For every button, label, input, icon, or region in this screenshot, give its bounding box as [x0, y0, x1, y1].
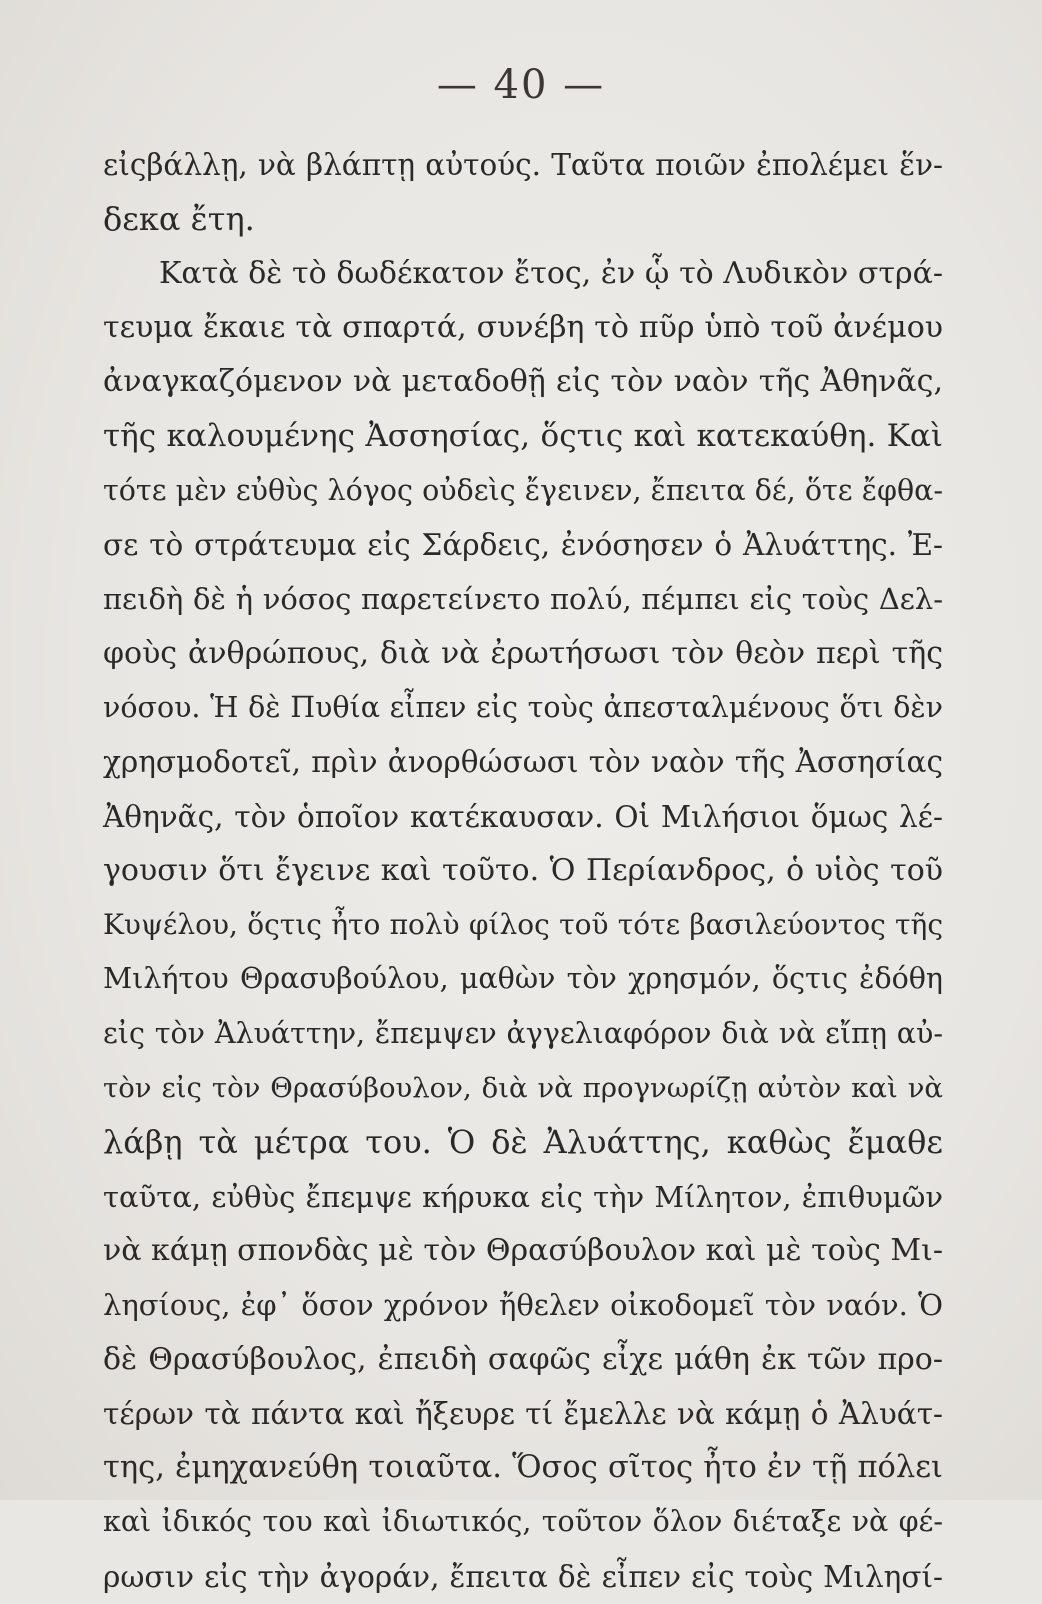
text-line: δὲ Θρασύβουλος, ἐπειδὴ σαφῶς εἶχε μάθη ἐκ τῶν προ- — [103, 1341, 943, 1377]
text-line: λησίους, ἐφ᾿ ὅσον χρόνον ἤθελεν οἰκοδομεῖ τὸν ναόν. Ὁ — [103, 1288, 943, 1323]
text-line: Μιλήτου Θρασυβούλου, μαθὼν τὸν χρησμόν, ὅςτις ἐδόθη — [103, 962, 943, 996]
text-line: εἰςβάλλῃ, νὰ βλάπτῃ αὐτούς. Ταῦτα ποιῶν ἐπολέμει ἕν- — [103, 148, 943, 182]
text-line: γουσιν ὅτι ἔγεινε καὶ τοῦτο. Ὁ Περίανδρος, ὁ υἱὸς τοῦ — [103, 852, 943, 888]
text-line: εἰς τὸν Ἀλυάττην, ἔπεμψεν ἀγγελιαφόρον διὰ νὰ εἴπῃ αὐ- — [103, 1016, 943, 1050]
body-text — [103, 138, 943, 1604]
text-line: Ἀθηνᾶς, τὸν ὁποῖον κατέκαυσαν. Οἱ Μιλήσιοι ὅμως λέ- — [103, 799, 943, 834]
text-line: Κατὰ δὲ τὸ δωδέκατον ἔτος, ἐν ᾧ τὸ Λυδικὸν στρά- — [159, 255, 943, 291]
page-number: — 40 — — [436, 62, 606, 108]
text-line: νὰ κάμῃ σπονδὰς μὲ τὸν Θρασύβουλον καὶ μὲ τοὺς Μι- — [103, 1232, 943, 1268]
text-line: ἀναγκαζόμενον νὰ μεταδοθῇ εἰς τὸν ναὸν τῆς Ἀθηνᾶς, — [103, 364, 943, 400]
text-line: νόσου. Ἡ δὲ Πυθία εἶπεν εἰς τοὺς ἀπεσταλμένους ὅτι δὲν — [103, 690, 943, 724]
text-line: πειδὴ δὲ ἡ νόσος παρετείνετο πολύ, πέμπει εἰς τοὺς Δελ- — [103, 582, 943, 617]
text-line: ταῦτα, εὐθὺς ἔπεμψε κήρυκα εἰς τὴν Μίλητον, ἐπιθυμῶν — [103, 1179, 943, 1214]
text-line: σε τὸ στράτευμα εἰς Σάρδεις, ἐνόσησεν ὁ Ἀλυάττης. Ἐ- — [103, 528, 943, 563]
text-line: της, ἐμηχανεύθη τοιαῦτα. Ὅσος σῖτος ἦτο ἐν τῇ πόλει — [103, 1450, 943, 1486]
text-line: φοὺς ἀνθρώπους, διὰ νὰ ἐρωτήσωσι τὸν θεὸν περὶ τῆς — [103, 635, 943, 671]
text-line: λάβῃ τὰ μέτρα του. Ὁ δὲ Ἀλυάττης, καθὼς ἔμαθε — [103, 1123, 943, 1162]
text-line: χρησμοδοτεῖ, πρὶν ἀνορθώσωσι τὸν ναὸν τῆς Ἀσσησίας — [103, 745, 943, 780]
text-line: τὸν εἰς τὸν Θρασύβουλον, διὰ νὰ προγνωρίζῃ αὐτὸν καὶ νὰ — [103, 1072, 943, 1105]
text-line: καὶ ἰδικός του καὶ ἰδιωτικός, τοῦτον ὅλον διέταξε νὰ φέ- — [103, 1505, 943, 1539]
text-line: τευμα ἔκαιε τὰ σπαρτά, συνέβη τὸ πῦρ ὑπὸ τοῦ ἀνέμου — [103, 309, 943, 345]
text-line: Κυψέλου, ὅςτις ἦτο πολὺ φίλος τοῦ τότε βασιλεύοντος τῆς — [103, 908, 943, 942]
text-line: τότε μὲν εὐθὺς λόγος οὐδεὶς ἔγεινεν, ἔπειτα δέ, ὅτε ἔφθα- — [103, 473, 943, 507]
text-line: τῆς καλουμένης Ἀσσησίας, ὅςτις καὶ κατεκαύθη. Καὶ — [103, 418, 943, 455]
text-line: τέρων τὰ πάντα καὶ ἤξευρε τί ἔμελλε νὰ κάμῃ ὁ Ἀλυάτ- — [103, 1396, 943, 1431]
text-line: δεκα ἔτη. — [103, 200, 255, 239]
text-line: ρωσιν εἰς τὴν ἀγοράν, ἔπειτα δὲ εἶπεν εἰς τοὺς Μιλησί- — [103, 1559, 943, 1594]
